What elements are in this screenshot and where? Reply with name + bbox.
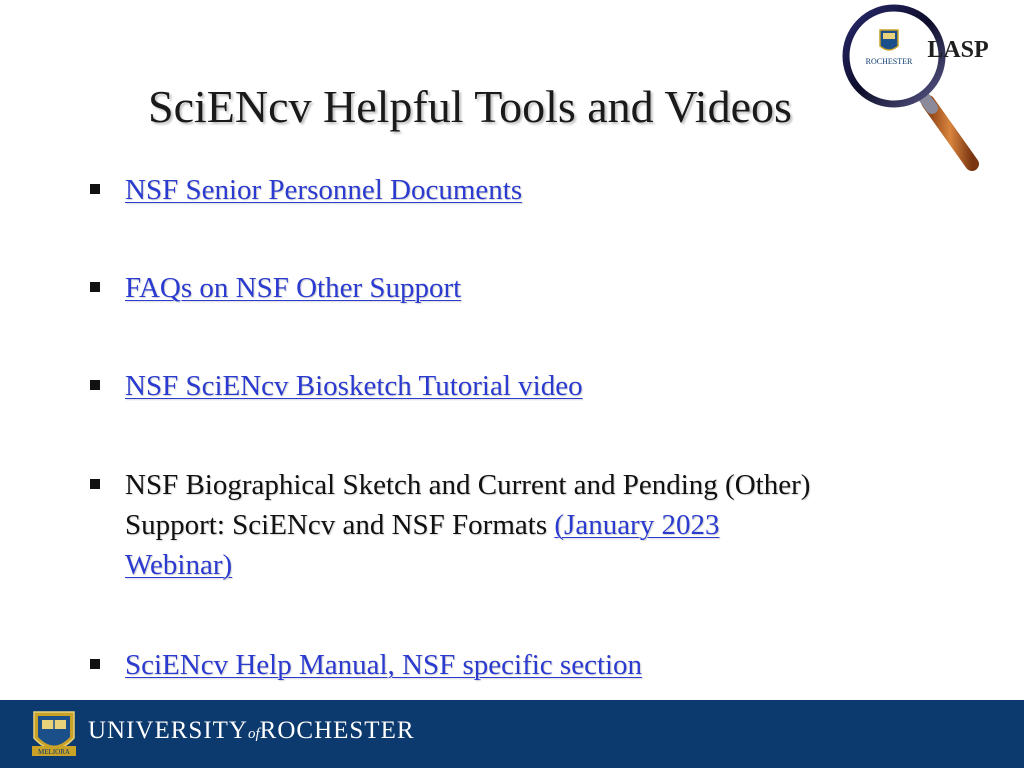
square-bullet-icon (90, 659, 100, 669)
square-bullet-icon (90, 380, 100, 390)
university-wordmark: UNIVERSITYofROCHESTER (88, 717, 415, 744)
square-bullet-icon (90, 479, 100, 489)
link-sciencv-help-manual[interactable]: SciENcv Help Manual, NSF specific section (125, 649, 643, 681)
link-nsf-senior-personnel-documents[interactable]: NSF Senior Personnel Documents (125, 174, 523, 206)
square-bullet-icon (90, 184, 100, 194)
footer-bar (0, 700, 1024, 768)
svg-text:ROCHESTER: ROCHESTER (865, 57, 913, 66)
magnifier-handle (920, 92, 972, 164)
bullet-text-line: NSF Biographical Sketch and Current and Pending (Other) (125, 469, 811, 501)
bullet-text-line: Support: SciENcv and NSF Formats (125, 509, 548, 541)
svg-text:MELIORA: MELIORA (38, 748, 70, 756)
university-seal-icon (28, 708, 80, 762)
link-faqs-nsf-other-support[interactable]: FAQs on NSF Other Support (125, 272, 462, 304)
link-nsf-sciencv-biosketch-tutorial[interactable]: NSF SciENcv Biosketch Tutorial video (125, 370, 583, 402)
lasp-wordmark: LASP (927, 37, 989, 63)
square-bullet-icon (90, 282, 100, 292)
lasp-logo (840, 2, 1020, 177)
link-january-2023-webinar[interactable]: (January 2023 Webinar) (125, 509, 720, 581)
slide-title: SciENcv Helpful Tools and Videos (148, 81, 792, 132)
